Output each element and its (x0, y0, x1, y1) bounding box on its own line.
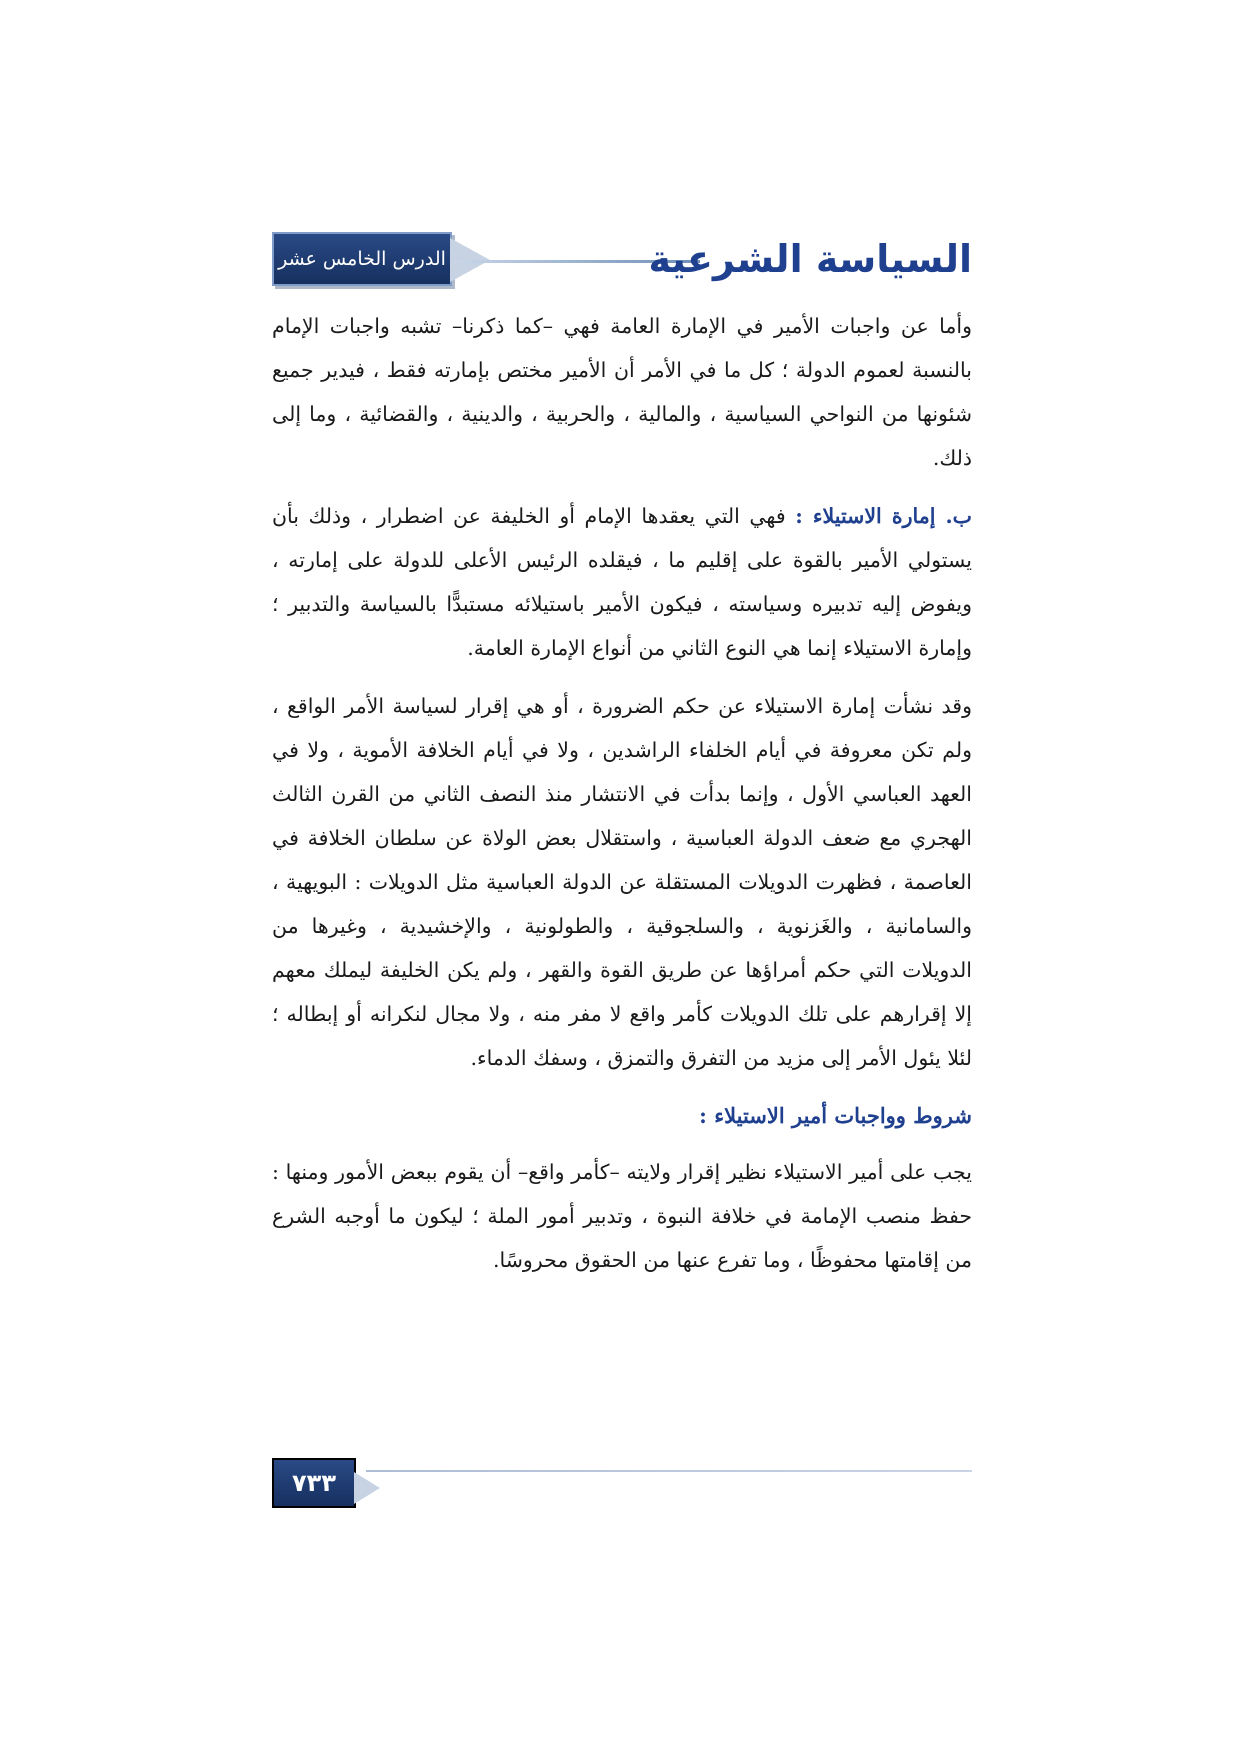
lesson-badge (272, 232, 452, 286)
page-footer (272, 1458, 972, 1512)
footer-rule (366, 1470, 972, 1472)
section-subheading: شروط وواجبات أمير الاستيلاء : (699, 1103, 972, 1128)
lesson-label: الدرس الخامس عشر (278, 248, 446, 270)
paragraph-3: وقد نشأت إمارة الاستيلاء عن حكم الضرورة ، أو هي إقرار لسياسة الأمر الواقع ، ولم تكن معروفة في أيام الخلفاء الراشدين ، ولا في أيام الخلافة الأموية ، ولا في العهد العباسي الأول ، وإنما بدأت في الانتشار منذ النصف الثاني من القرن الثالث الهجري مع ضعف الدولة العباسية ، واستقلال بعض الولاة عن سلطان الخلافة في العاصمة ، فظهرت الدويلات المستقلة عن الدولة العباسية مثل الدويلات : البويهية ، والسامانية ، والغَزنوية ، والسلجوقية ، والطولونية ، والإخشيدية ، وغيرها من الدويلات التي حكم أمراؤها عن طريق القوة والقهر ، ولم يكن الخليفة ليملك معهم إلا إقرارهم على تلك الدويلات كأمر واقع لا مفر منه ، ولا مجال لنكرانه أو إبطاله ؛ لئلا يئول الأمر إلى مزيد من التفرق والتمزق ، وسفك الدماء. (272, 694, 972, 1070)
paragraph-2 (272, 494, 972, 670)
page-body (272, 304, 972, 1296)
book-title: السياسة الشرعية (648, 237, 972, 281)
page-number: ٧٣٣ (272, 1458, 356, 1508)
paragraph-4: يجب على أمير الاستيلاء نظير إقرار ولايته –كأمر واقع– أن يقوم ببعض الأمور ومنها : حفظ منصب الإمامة في خلافة النبوة ، وتدبير أمور الملة ؛ ليكون ما أوجبه الشرع من إقامتها محفوظًا ، وما تفرع عنها من الحقوق محروسًا. (272, 1160, 972, 1272)
page-header (272, 232, 972, 288)
section-lead-label: ب. إمارة الاستيلاء : (795, 504, 972, 528)
paragraph-1: وأما عن واجبات الأمير في الإمارة العامة فهي –كما ذكرنا– تشبه واجبات الإمام بالنسبة لعموم الدولة ؛ كل ما في الأمر أن الأمير مختص بإمارته فقط ، فيدير جميع شئونها من النواحي السياسية ، والمالية ، والحربية ، والدينية ، والقضائية ، وما إلى ذلك. (272, 314, 972, 470)
page-number-arrow-decoration (354, 1472, 380, 1504)
paragraph-2-text: فهي التي يعقدها الإمام أو الخليفة عن اضطرار ، وذلك بأن يستولي الأمير بالقوة على إقليم ما ، فيقلده الرئيس الأعلى للدولة على إمارته ، ويفوض إليه تدبيره وسياسته ، فيكون الأمير باستيلائه مستبدًّا بالسياسة والتدبير ؛ وإمارة الاستيلاء إنما هي النوع الثاني من أنواع الإمارة العامة. (272, 504, 972, 660)
